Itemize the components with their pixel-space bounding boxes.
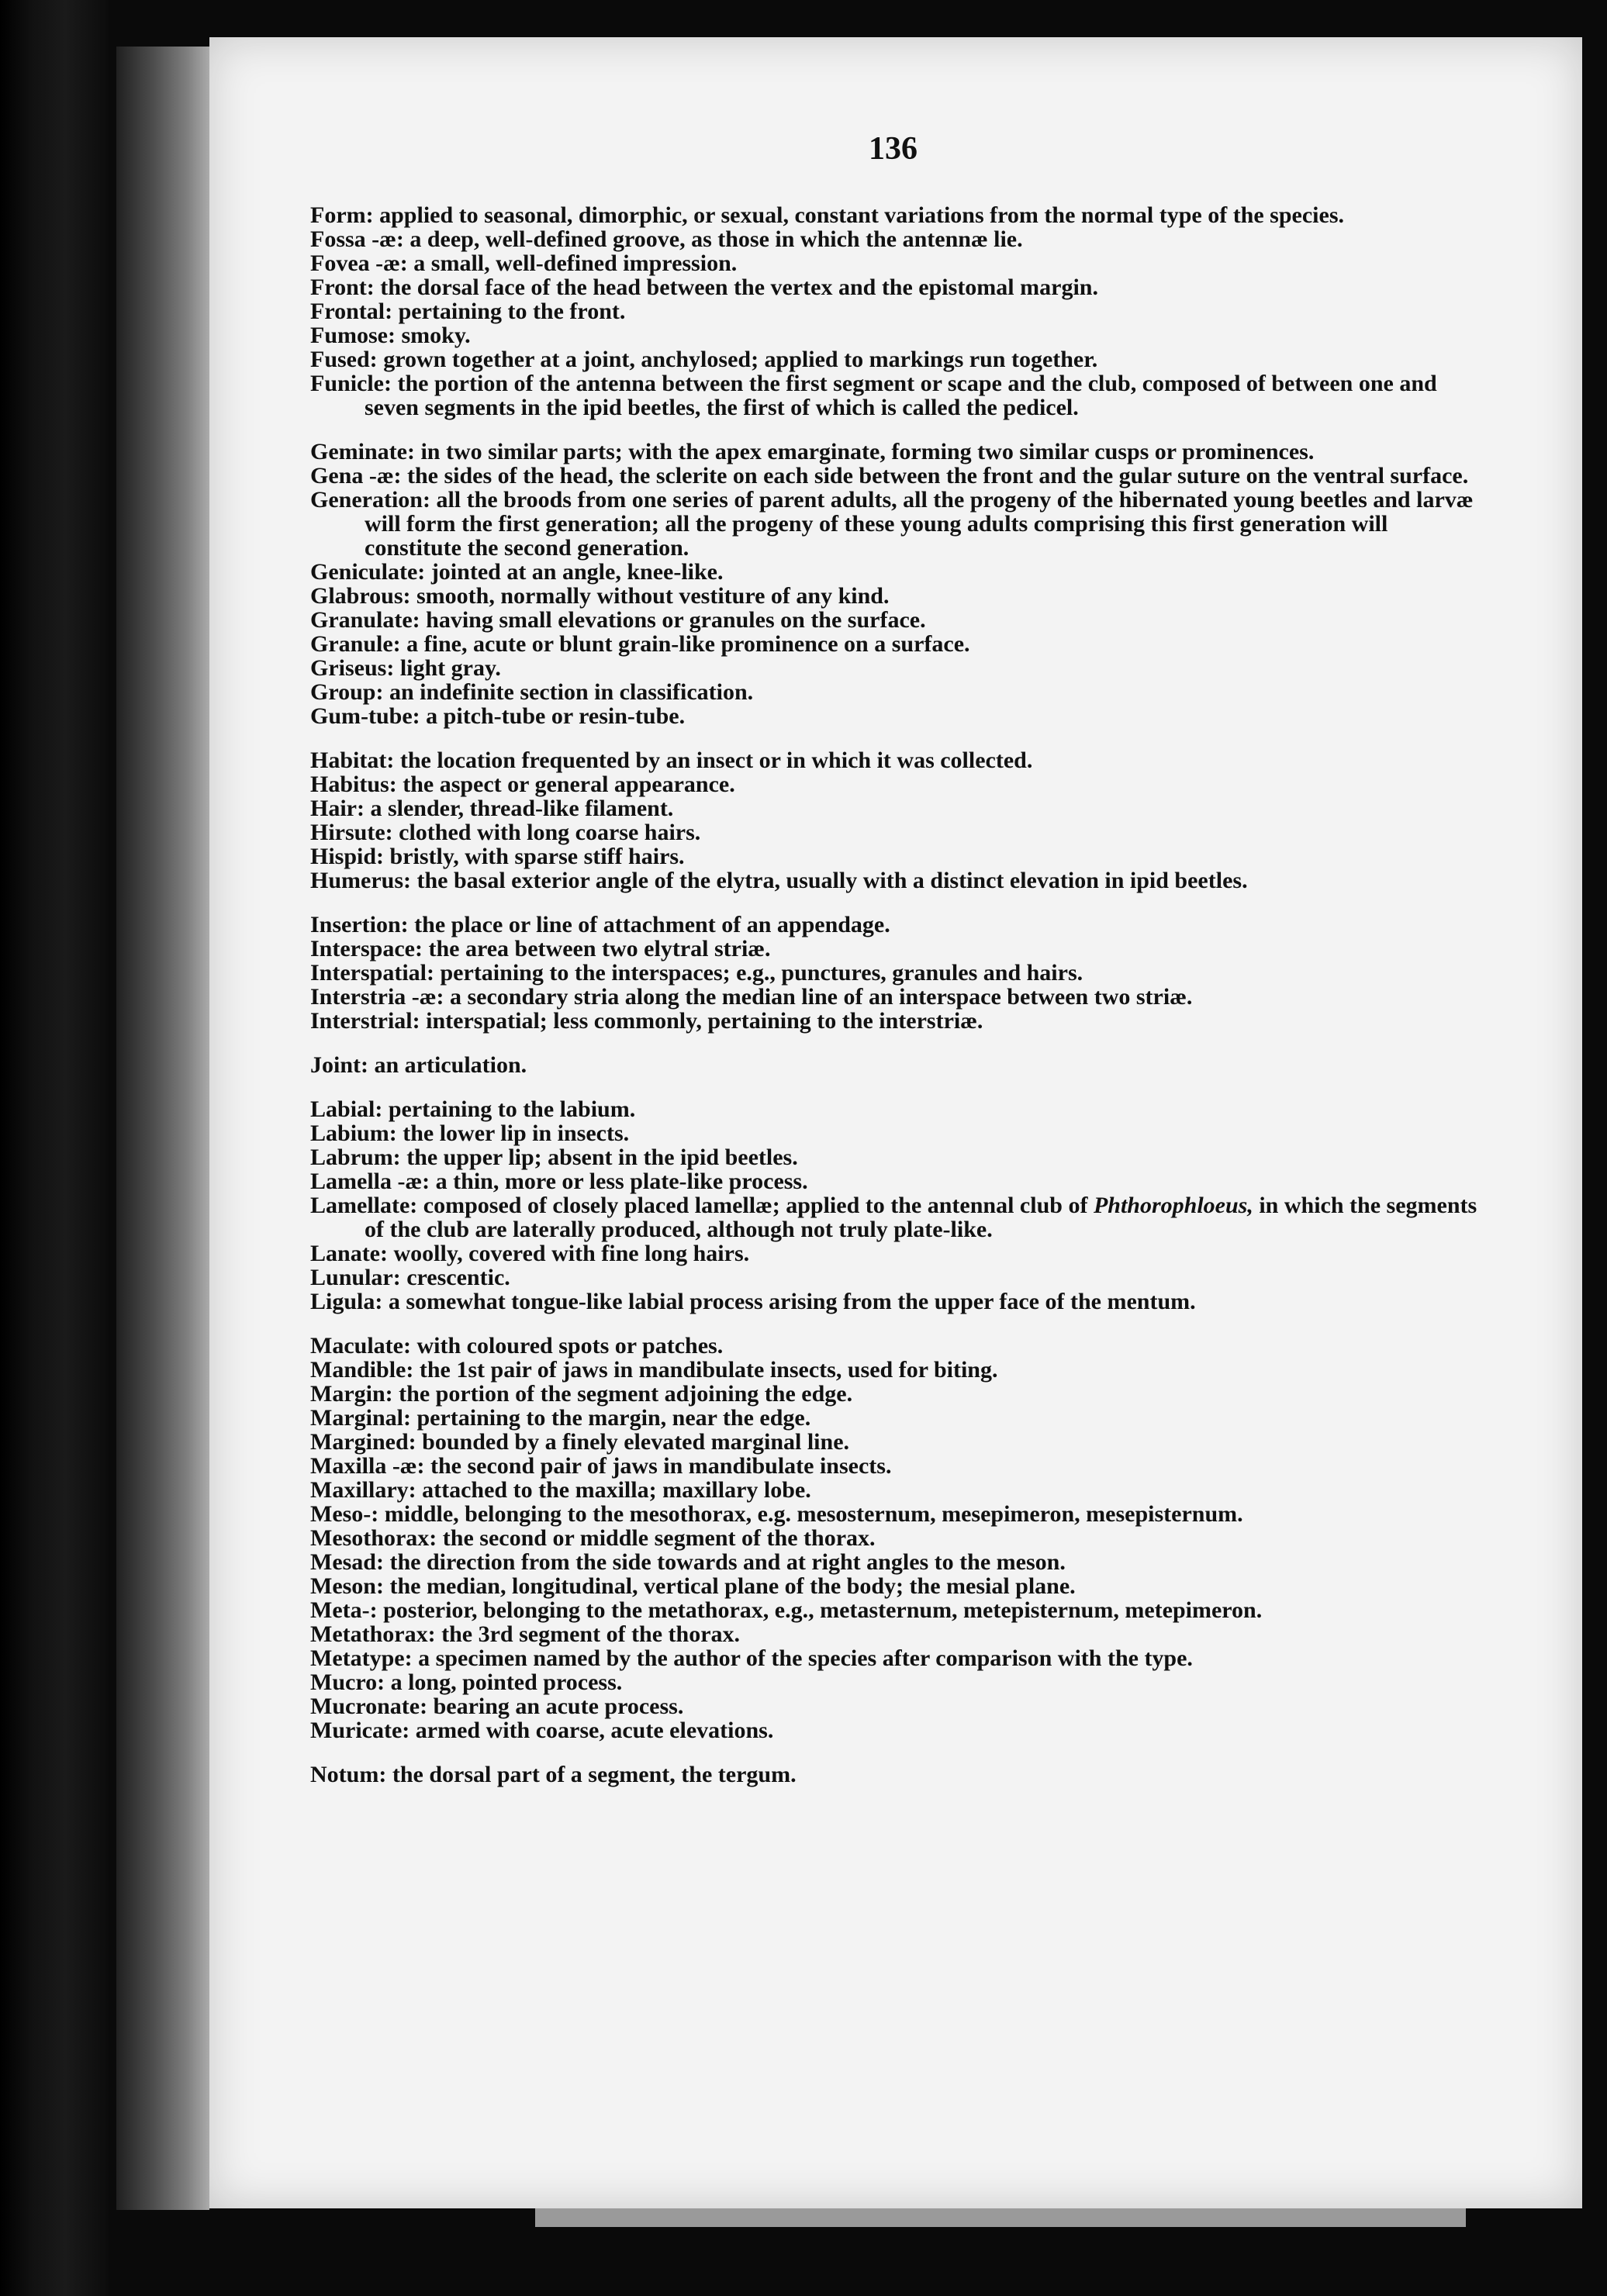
glossary-definition: the dorsal face of the head between the vertex and the epistomal margin.	[380, 274, 1098, 300]
glossary-definition: the place or line of attachment of an appendage.	[414, 912, 890, 937]
glossary-entry	[310, 1121, 1481, 1145]
glossary-entry	[310, 1358, 1481, 1382]
glossary-entry	[310, 1406, 1481, 1430]
glossary-definition: woolly, covered with fine long hairs.	[393, 1241, 750, 1266]
glossary-term: Generation:	[310, 487, 430, 513]
glossary-entry	[310, 632, 1481, 656]
glossary-term: Group:	[310, 679, 384, 705]
glossary-entry	[310, 961, 1481, 985]
glossary-term: Granule:	[310, 631, 401, 657]
glossary-entry	[310, 203, 1481, 227]
glossary-term: Labial:	[310, 1096, 383, 1122]
glossary-section	[310, 1334, 1481, 1742]
page-bottom-shadow	[535, 2208, 1466, 2227]
glossary-term: Gum-tube:	[310, 703, 420, 729]
glossary-definition: the aspect or general appearance.	[403, 772, 735, 797]
glossary-definition: bristly, with sparse stiff hairs.	[389, 844, 685, 869]
glossary-section	[310, 203, 1481, 419]
glossary-definition: the area between two elytral striæ.	[428, 936, 771, 962]
glossary-entry	[310, 844, 1481, 868]
glossary-definition: with coloured spots or patches.	[416, 1333, 724, 1359]
glossary-term: Metathorax:	[310, 1621, 436, 1647]
glossary-term: Habitat:	[310, 747, 395, 773]
glossary-definition: a fine, acute or blunt grain-like prominence on a surface.	[406, 631, 970, 657]
glossary-definition: smoky.	[401, 323, 471, 348]
glossary-definition: pertaining to the interspaces; e.g., punctures, granules and hairs.	[440, 960, 1083, 986]
glossary-term: Glabrous:	[310, 583, 411, 609]
glossary-content	[310, 203, 1481, 1807]
glossary-entry	[310, 1193, 1481, 1241]
glossary-definition: the location frequented by an insect or in which it was collected.	[399, 747, 1033, 773]
glossary-entry	[310, 1169, 1481, 1193]
glossary-entry	[310, 1622, 1481, 1646]
glossary-section	[310, 1053, 1481, 1077]
glossary-definition: armed with coarse, acute elevations.	[415, 1718, 774, 1743]
glossary-term: Marginal:	[310, 1405, 411, 1431]
glossary-definition: bearing an acute process.	[433, 1694, 684, 1719]
glossary-definition: in two similar parts; with the apex emarginate, forming two similar cusps or prominences.	[420, 439, 1315, 464]
page-edge	[116, 47, 209, 2210]
glossary-definition: middle, belonging to the mesothorax, e.g. mesosternum, mesepimeron, mesepisternum.	[384, 1501, 1243, 1527]
glossary-entry	[310, 323, 1481, 347]
glossary-definition: the second or middle segment of the thorax.	[442, 1525, 876, 1551]
glossary-entry	[310, 1430, 1481, 1454]
glossary-term: Interspace:	[310, 936, 423, 962]
glossary-definition: jointed at an angle, knee-like.	[430, 559, 724, 585]
glossary-definition: applied to seasonal, dimorphic, or sexual, constant variations from the normal type of the species.	[379, 202, 1344, 228]
glossary-entry	[310, 680, 1481, 704]
glossary-entry	[310, 1718, 1481, 1742]
glossary-definition: pertaining to the margin, near the edge.	[416, 1405, 811, 1431]
glossary-definition: the 3rd segment of the thorax.	[441, 1621, 741, 1647]
glossary-term: Maxilla -æ:	[310, 1453, 425, 1479]
glossary-definition: smooth, normally without vestiture of any kind.	[416, 583, 890, 609]
glossary-entry	[310, 1646, 1481, 1670]
glossary-definition: the portion of the antenna between the first segment or scape and the club, composed of between one and seven segments in the ipid beetles, the first of which is called the pedicel.	[365, 371, 1437, 420]
glossary-definition: a secondary stria along the median line of an interspace between two striæ.	[449, 984, 1193, 1010]
glossary-term: Habitus:	[310, 772, 397, 797]
glossary-entry	[310, 1009, 1481, 1033]
glossary-entry	[310, 488, 1481, 560]
glossary-entry	[310, 748, 1481, 772]
glossary-entry	[310, 913, 1481, 937]
glossary-entry	[310, 1265, 1481, 1290]
glossary-term: Griseus:	[310, 655, 395, 681]
page-number: 136	[869, 131, 918, 167]
glossary-entry	[310, 560, 1481, 584]
glossary-term: Mandible:	[310, 1357, 414, 1383]
glossary-term: Funicle:	[310, 371, 392, 396]
glossary-definition: the second pair of jaws in mandibulate insects.	[430, 1453, 892, 1479]
glossary-definition: an articulation.	[374, 1052, 527, 1078]
glossary-entry	[310, 1382, 1481, 1406]
glossary-term: Ligula:	[310, 1289, 383, 1314]
glossary-term: Hirsute:	[310, 820, 393, 845]
glossary-term: Maculate:	[310, 1333, 411, 1359]
glossary-entry	[310, 704, 1481, 728]
glossary-term: Lamellate:	[310, 1193, 418, 1218]
glossary-term: Front:	[310, 274, 375, 300]
glossary-definition-continued: in which the segments of the club are laterally produced, although not truly plate-like.	[365, 1193, 1477, 1242]
glossary-definition: a slender, thread-like filament.	[370, 796, 674, 821]
glossary-entry	[310, 371, 1481, 419]
glossary-term: Labrum:	[310, 1145, 401, 1170]
glossary-definition: grown together at a joint, anchylosed; applied to markings run together.	[383, 347, 1098, 372]
glossary-term: Meso-:	[310, 1501, 379, 1527]
glossary-term: Lanate:	[310, 1241, 388, 1266]
glossary-term: Interspatial:	[310, 960, 434, 986]
glossary-entry	[310, 1334, 1481, 1358]
glossary-term: Muricate:	[310, 1718, 410, 1743]
glossary-entry	[310, 937, 1481, 961]
glossary-entry	[310, 299, 1481, 323]
glossary-definition: the dorsal part of a segment, the tergum.	[392, 1762, 797, 1787]
glossary-entry	[310, 227, 1481, 251]
glossary-definition: all the broods from one series of parent adults, all the progeny of the hibernated young beetles and larvæ will form the first generation; all the progeny of these young adults comprising this first generation will constitute the second generation.	[365, 487, 1474, 561]
glossary-term: Mesothorax:	[310, 1525, 437, 1551]
glossary-term: Hispid:	[310, 844, 385, 869]
glossary-entry	[310, 1526, 1481, 1550]
glossary-entry	[310, 868, 1481, 893]
glossary-definition: an indefinite section in classification.	[389, 679, 754, 705]
glossary-entry	[310, 251, 1481, 275]
glossary-definition: the median, longitudinal, vertical plane of the body; the mesial plane.	[389, 1573, 1076, 1599]
glossary-definition: the direction from the side towards and at right angles to the meson.	[389, 1549, 1066, 1575]
glossary-definition: bounded by a finely elevated marginal line.	[422, 1429, 850, 1455]
glossary-entry	[310, 1670, 1481, 1694]
glossary-definition: interspatial; less commonly, pertaining to the interstriæ.	[426, 1008, 983, 1034]
glossary-section	[310, 748, 1481, 893]
glossary-entry	[310, 464, 1481, 488]
glossary-entry	[310, 656, 1481, 680]
glossary-term: Fossa -æ:	[310, 226, 404, 252]
glossary-definition: the upper lip; absent in the ipid beetles.	[406, 1145, 798, 1170]
book-spine	[0, 0, 109, 2296]
glossary-entry	[310, 1574, 1481, 1598]
glossary-entry	[310, 440, 1481, 464]
glossary-term: Fovea -æ:	[310, 250, 408, 276]
glossary-term: Interstrial:	[310, 1008, 420, 1034]
glossary-term: Joint:	[310, 1052, 368, 1078]
glossary-term: Form:	[310, 202, 374, 228]
glossary-term: Geniculate:	[310, 559, 426, 585]
glossary-definition: the lower lip in insects.	[403, 1120, 630, 1146]
glossary-definition: attached to the maxilla; maxillary lobe.	[422, 1477, 811, 1503]
glossary-definition: light gray.	[399, 655, 501, 681]
glossary-definition: the 1st pair of jaws in mandibulate insects, used for biting.	[419, 1357, 998, 1383]
glossary-definition: pertaining to the labium.	[388, 1096, 636, 1122]
glossary-term: Margined:	[310, 1429, 416, 1455]
glossary-term: Geminate:	[310, 439, 415, 464]
glossary-entry	[310, 1290, 1481, 1314]
glossary-term: Notum:	[310, 1762, 387, 1787]
glossary-term: Labium:	[310, 1120, 397, 1146]
glossary-term: Humerus:	[310, 868, 411, 893]
glossary-term: Fumose:	[310, 323, 396, 348]
glossary-section	[310, 440, 1481, 728]
glossary-entry	[310, 1763, 1481, 1787]
glossary-definition: a long, pointed process.	[390, 1669, 623, 1695]
glossary-section	[310, 913, 1481, 1033]
glossary-term: Meson:	[310, 1573, 384, 1599]
glossary-entry	[310, 1694, 1481, 1718]
glossary-term: Mesad:	[310, 1549, 384, 1575]
glossary-definition: a somewhat tongue-like labial process arising from the upper face of the mentum.	[388, 1289, 1196, 1314]
glossary-term: Frontal:	[310, 299, 393, 324]
glossary-definition: composed of closely placed lamellæ; applied to the antennal club of	[423, 1193, 1088, 1218]
glossary-entry	[310, 1454, 1481, 1478]
glossary-definition: pertaining to the front.	[398, 299, 626, 324]
glossary-section	[310, 1763, 1481, 1787]
glossary-definition-italic: Phthorophloeus,	[1093, 1193, 1253, 1218]
glossary-entry	[310, 1097, 1481, 1121]
glossary-definition: a specimen named by the author of the species after comparison with the type.	[418, 1645, 1193, 1671]
glossary-entry	[310, 1053, 1481, 1077]
glossary-definition: having small elevations or granules on the surface.	[426, 607, 926, 633]
glossary-entry	[310, 772, 1481, 796]
glossary-entry	[310, 1241, 1481, 1265]
glossary-term: Margin:	[310, 1381, 393, 1407]
glossary-entry	[310, 608, 1481, 632]
glossary-section	[310, 1097, 1481, 1314]
glossary-definition: a small, well-defined impression.	[413, 250, 738, 276]
glossary-definition: the basal exterior angle of the elytra, usually with a distinct elevation in ipid beetles.	[416, 868, 1248, 893]
glossary-entry	[310, 820, 1481, 844]
glossary-entry	[310, 347, 1481, 371]
glossary-term: Meta-:	[310, 1597, 378, 1623]
glossary-term: Granulate:	[310, 607, 420, 633]
glossary-term: Lamella -æ:	[310, 1169, 430, 1194]
glossary-definition: crescentic.	[406, 1265, 510, 1290]
glossary-definition: the portion of the segment adjoining the edge.	[399, 1381, 853, 1407]
glossary-term: Maxillary:	[310, 1477, 416, 1503]
glossary-term: Mucro:	[310, 1669, 385, 1695]
glossary-definition: the sides of the head, the sclerite on each side between the front and the gular suture on the ventral surface.	[406, 463, 1469, 489]
glossary-entry	[310, 1598, 1481, 1622]
glossary-term: Metatype:	[310, 1645, 413, 1671]
glossary-term: Fused:	[310, 347, 378, 372]
glossary-term: Insertion:	[310, 912, 409, 937]
glossary-entry	[310, 796, 1481, 820]
glossary-term: Gena -æ:	[310, 463, 402, 489]
glossary-term: Hair:	[310, 796, 365, 821]
glossary-term: Lunular:	[310, 1265, 401, 1290]
glossary-entry	[310, 584, 1481, 608]
glossary-entry	[310, 1145, 1481, 1169]
glossary-entry	[310, 1550, 1481, 1574]
glossary-entry	[310, 275, 1481, 299]
glossary-term: Interstria -æ:	[310, 984, 444, 1010]
glossary-entry	[310, 985, 1481, 1009]
glossary-entry	[310, 1478, 1481, 1502]
glossary-entry	[310, 1502, 1481, 1526]
glossary-definition: a pitch-tube or resin-tube.	[426, 703, 686, 729]
glossary-term: Mucronate:	[310, 1694, 428, 1719]
glossary-definition: a thin, more or less plate-like process.	[435, 1169, 808, 1194]
glossary-definition: clothed with long coarse hairs.	[399, 820, 701, 845]
glossary-definition: posterior, belonging to the metathorax, e.g., metasternum, metepisternum, metepimeron.	[383, 1597, 1263, 1623]
glossary-definition: a deep, well-defined groove, as those in which the antennæ lie.	[410, 226, 1023, 252]
